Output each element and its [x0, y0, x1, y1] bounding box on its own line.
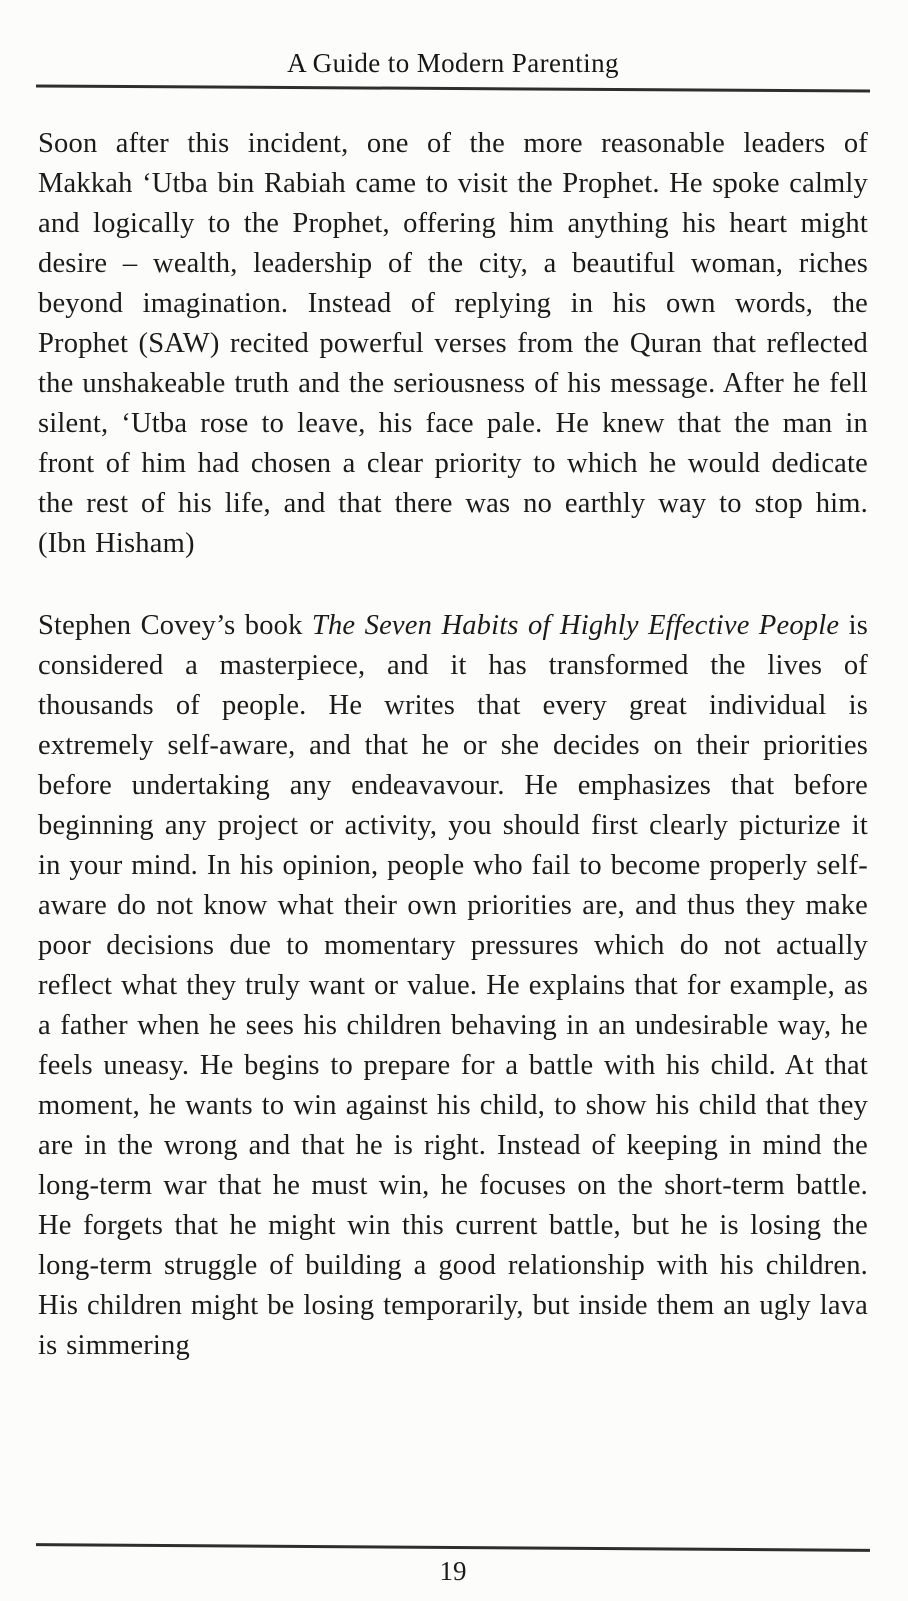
- paragraph-stephen-covey: [38, 606, 868, 1366]
- page-header: [38, 48, 868, 90]
- running-head-title: A Guide to Modern Parenting: [287, 48, 619, 78]
- paragraph-2-text-start: Stephen Covey’s book: [38, 610, 312, 641]
- page-body: [38, 90, 868, 1536]
- page-footer: [38, 1536, 868, 1587]
- paragraph-quote-ibn-hisham: Soon after this incident, one of the more reasonable leaders of Makkah ‘Utba bin Rabiah came to visit the Prophet. He spoke calmly and logically to the Prophet, offering him anything his heart might desire – wealth, leadership of the city, a beautiful woman, riches beyond imagination. Instead of replying in his own words, the Prophet (SAW) recited powerful verses from the Quran that reflected the unshakeable truth and the seriousness of his message. After he fell silent, ‘Utba rose to leave, his face pale. He knew that the man in front of him had chosen a clear priority to which he would dedicate the rest of his life, and that there was no earthly way to stop him. (Ibn Hisham): [38, 128, 868, 559]
- book-title-italic: The Seven Habits of Highly Effective People: [311, 610, 840, 641]
- page-number: 19: [439, 1556, 467, 1586]
- paragraph-2-text-continuation: is considered a masterpiece, and it has transformed the lives of thousands of people. He writes that every great individual is extremely self-aware, and that he or she decides on their priorities before undertaking any endeavavour. He emphasizes that before beginning any project or activity, you should first clearly picturize it in your mind. In his opinion, people who fail to become properly self-aware do not know what their own priorities are, and thus they make poor decisions due to momentary pressures which do not actually reflect what they truly want or value. He explains that for example, as a father when he sees his children behaving in an undesirable way, he feels uneasy. He begins to prepare for a battle with his child. At that moment, he wants to win against his child, to show his child that they are in the wrong and that he is right. Instead of keeping in mind the long-term war that he must win, he focuses on the short-term battle. He forgets that he might win this current battle, but he is losing the long-term struggle of building a good relationship with his children. His children might be losing temporarily, but inside them an ugly lava is simmering: [38, 610, 869, 1361]
